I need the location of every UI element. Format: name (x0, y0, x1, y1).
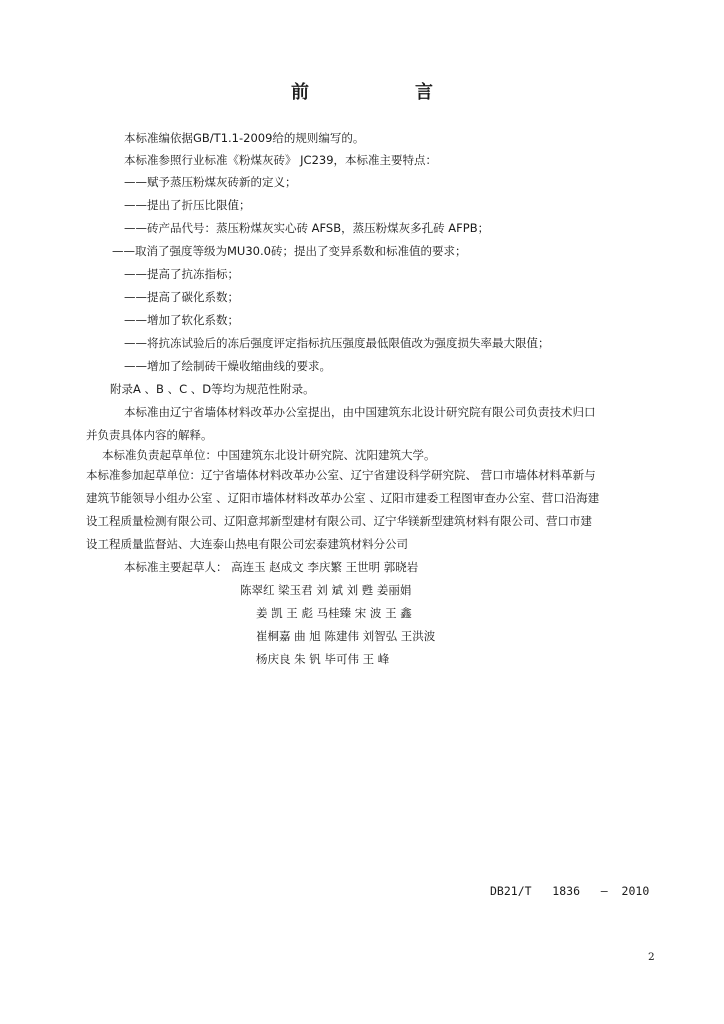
text-line: 本标准编依据GB/T1.1-2009给的规则编写的。 (124, 131, 365, 145)
text-line: 并负责具体内容的解释。 (86, 428, 213, 442)
author-line: 崔桐嘉 曲 旭 陈建伟 刘智弘 王洪波 (256, 629, 436, 643)
text-line: ——提高了碳化系数； (124, 290, 239, 304)
text-line: 本标准参加起草单位：辽宁省墙体材料改革办公室、辽宁省建设科学研究院、 营口市墙体材料革新与 (86, 468, 596, 482)
text-line: ——将抗冻试验后的冻后强度评定指标抗压强度最低限值改为强度损失率最大限值； (124, 336, 550, 350)
standard-code: DB21/T 1836 — 2010 (490, 884, 650, 898)
author-line: 杨庆良 朱 钒 毕可伟 王 峰 (256, 652, 390, 666)
text-line: ——提高了抗冻指标； (124, 267, 239, 281)
text-line: 附录A 、B 、C 、D等均为规范性附录。 (110, 382, 315, 396)
author-line: 本标准主要起草人： 高连玉 赵成文 李庆繁 王世明 郭晓岩 (124, 560, 419, 574)
text-line: ——提出了折压比限值； (124, 198, 251, 212)
text-line: 设工程质量检测有限公司、辽阳意邦新型建材有限公司、辽宁华镁新型建筑材料有限公司、营口市建 (86, 514, 592, 528)
text-line: ——砖产品代号：蒸压粉煤灰实心砖 AFSB，蒸压粉煤灰多孔砖 AFPB； (124, 221, 490, 235)
text-line: ——增加了软化系数； (124, 313, 239, 327)
text-line: 本标准由辽宁省墙体材料改革办公室提出，由中国建筑东北设计研究院有限公司负责技术归口 (124, 405, 596, 419)
text-line: 本标准参照行业标准《粉煤灰砖》 JC239，本标准主要特点： (124, 153, 438, 167)
author-line: 陈翠红 梁玉君 刘 斌 刘 甦 姜丽娟 (240, 583, 412, 597)
text-line: ——取消了强度等级为MU30.0砖；提出了变异系数和标准值的要求； (112, 244, 467, 258)
text-line: 建筑节能领导小组办公室 、辽阳市墙体材料改革办公室 、辽阳市建委工程图审查办公室、营口沿海建 (86, 491, 600, 505)
text-line: 本标准负责起草单位：中国建筑东北设计研究院、沈阳建筑大学。 (102, 448, 436, 462)
text-line: ——赋予蒸压粉煤灰砖新的定义； (124, 175, 297, 189)
page-number: 2 (648, 951, 655, 963)
author-line: 姜 凯 王 彪 马桂臻 宋 波 王 鑫 (256, 606, 412, 620)
text-line: 设工程质量监督站、大连泰山热电有限公司宏泰建筑材料分公司 (86, 537, 408, 551)
page-title: 前 言 (291, 82, 477, 103)
text-line: ——增加了绘制砖干燥收缩曲线的要求。 (124, 359, 331, 373)
